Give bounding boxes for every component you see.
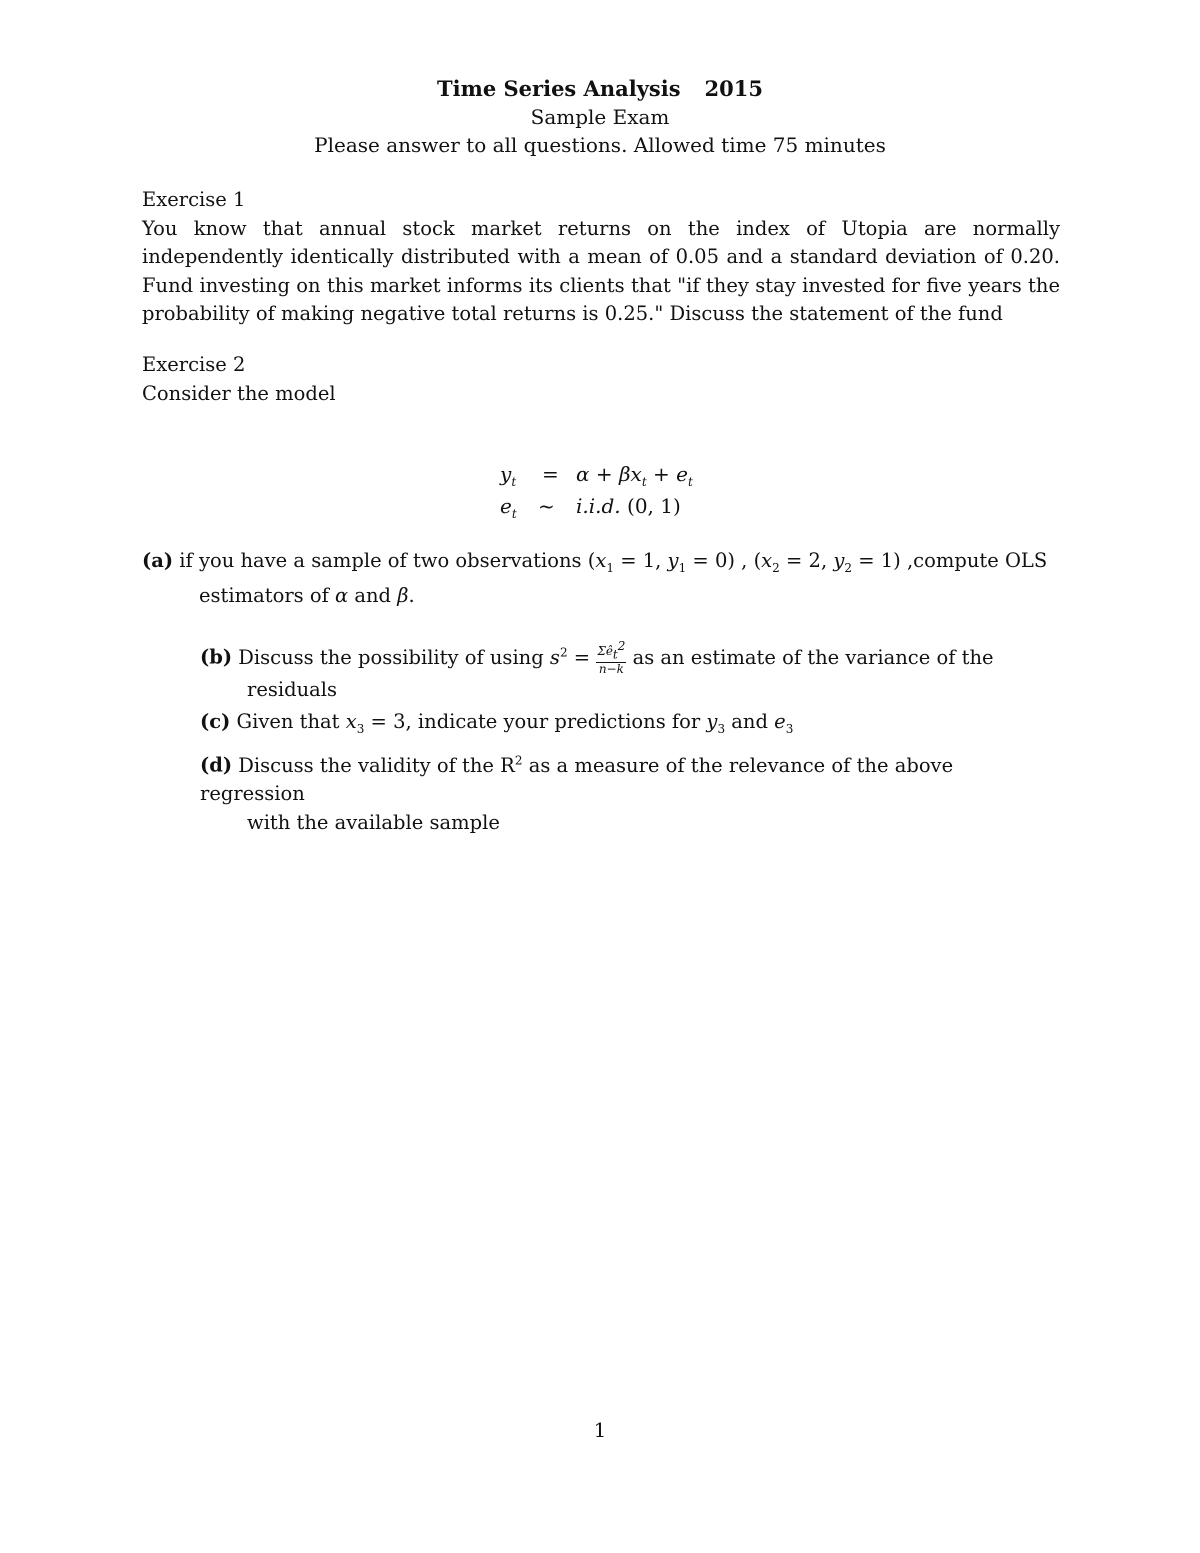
item-b xyxy=(200,638,1060,704)
page-number: 1 xyxy=(593,1418,607,1442)
exam-instructions: Please answer to all questions. Allowed time 75 minutes xyxy=(314,133,886,157)
item-a-text-line1: if you have a sample of two observations ($x_1 = 1$, $y_1 = 0$) , ($x_2 = 2$, $y_2 = 1$) ,compute OLS xyxy=(179,549,1048,575)
item-d-text: Discuss the validity of the $R^2$ as a measure of the relevance of the above regression xyxy=(200,753,954,805)
eq2-rhs: i.i.d. (0, 1) xyxy=(576,494,681,518)
item-d-label: (d) xyxy=(200,753,233,777)
residual-variance-fraction: $\frac{\Sigma ê_t^2}{n-k}$ xyxy=(597,639,626,676)
exam-subtitle: Sample Exam xyxy=(530,105,670,129)
exercise-2-intro: Consider the model xyxy=(142,381,336,405)
item-b-label: (b) xyxy=(200,645,233,669)
exercise-2-heading: Exercise 2 xyxy=(142,353,246,376)
exam-year: 2015 xyxy=(704,76,763,101)
eq2-relation: ~ xyxy=(538,494,555,518)
item-c-label: (c) xyxy=(200,710,231,733)
item-d-text-line2: with the available sample xyxy=(247,810,500,834)
exercise-2 xyxy=(142,351,1060,408)
item-a-label: (a) xyxy=(142,549,174,572)
item-b-text-line2: residuals xyxy=(247,677,338,701)
exercise-1 xyxy=(142,186,1060,329)
exam-title xyxy=(0,76,1200,101)
item-d xyxy=(200,746,1060,837)
item-c xyxy=(200,708,1060,743)
item-c-text: Given that $x_3 = 3$, indicate your predictions for $y_3$ and $e_3$ xyxy=(236,710,794,736)
exercise-1-text: You know that annual stock market returns on the index of Utopia are normally independently identically distributed with a mean of 0.05 and a standard deviation of 0.20. Fund investing on this market informs its clients that "if they stay invested for five years the probability of making negative total returns is 0.25." Discuss the statement of the fund xyxy=(142,216,1060,325)
title-text: Time Series Analysis xyxy=(437,76,681,101)
eq1-rhs: $\alpha + \beta x_t + e_t$ xyxy=(576,462,693,489)
eq1-lhs: $y_t$ xyxy=(500,462,517,489)
item-a xyxy=(142,547,1060,611)
eq1-relation: = xyxy=(542,462,559,486)
exercise-1-heading: Exercise 1 xyxy=(142,188,246,211)
eq2-lhs: $e_t$ xyxy=(500,494,517,521)
item-b-text: Discuss the possibility of using $s^2$ = $\frac{\Sigma ê_t^2}{n-k}$ as an estimate of the variance of the xyxy=(238,639,994,676)
item-a-text-line2: estimators of α and β. xyxy=(199,584,415,608)
